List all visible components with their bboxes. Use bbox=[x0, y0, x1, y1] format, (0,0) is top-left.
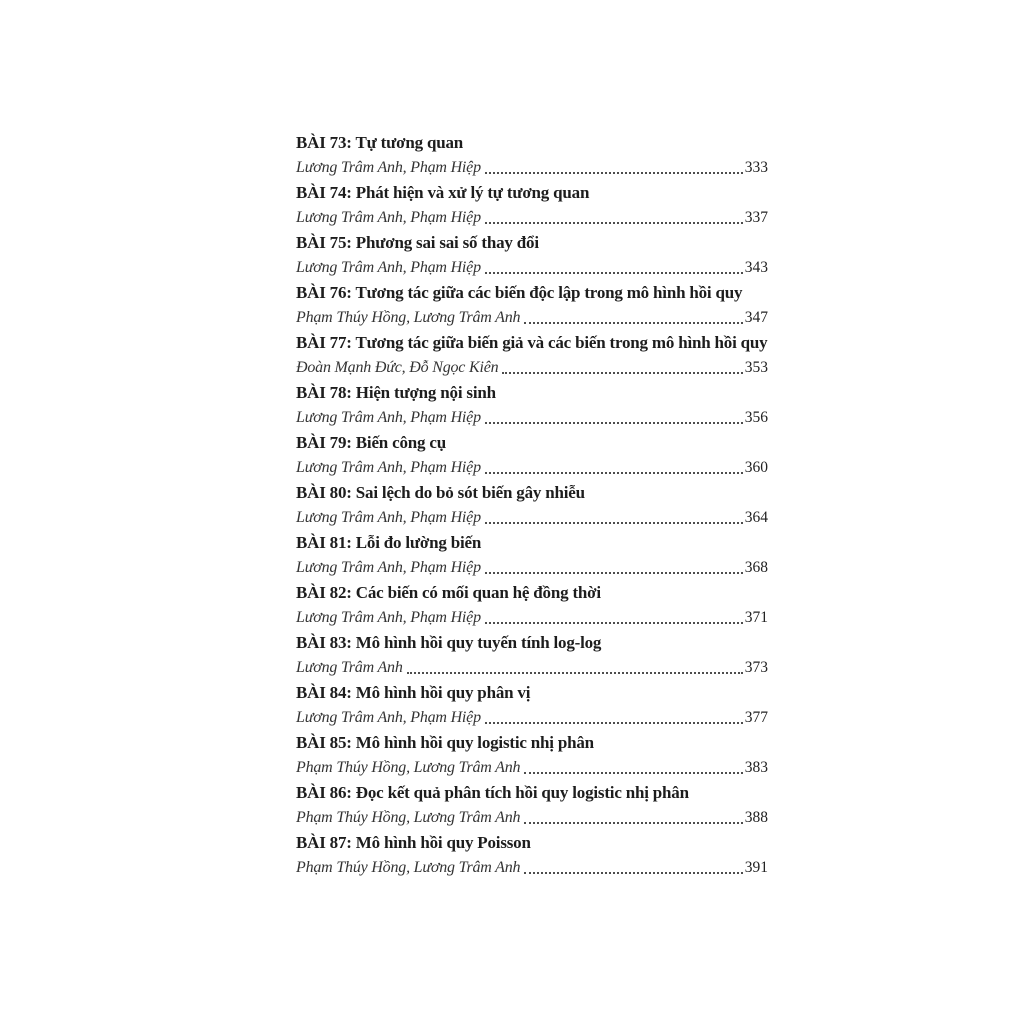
toc-entry-meta bbox=[296, 455, 768, 480]
toc-entry bbox=[296, 430, 768, 480]
dot-leader bbox=[485, 622, 743, 624]
toc-entry-authors: Lương Trâm Anh, Phạm Hiệp bbox=[296, 509, 481, 526]
toc-entry bbox=[296, 280, 768, 330]
toc-entry-authors: Lương Trâm Anh bbox=[296, 659, 403, 676]
toc-entry-authors: Phạm Thúy Hồng, Lương Trâm Anh bbox=[296, 309, 521, 326]
dot-leader bbox=[524, 822, 742, 824]
toc-entry-meta bbox=[296, 805, 768, 830]
toc-entry-authors: Phạm Thúy Hồng, Lương Trâm Anh bbox=[296, 759, 521, 776]
dot-leader bbox=[502, 372, 742, 374]
toc-entry-authors: Phạm Thúy Hồng, Lương Trâm Anh bbox=[296, 859, 521, 876]
toc-entry-page: 364 bbox=[744, 509, 768, 526]
toc-entry-page: 337 bbox=[744, 209, 768, 226]
toc-entry-authors: Lương Trâm Anh, Phạm Hiệp bbox=[296, 709, 481, 726]
toc-entry-title: BÀI 74: Phát hiện và xử lý tự tương quan bbox=[296, 183, 590, 202]
toc-entry-title: BÀI 82: Các biến có mối quan hệ đồng thời bbox=[296, 583, 601, 602]
toc-entry-meta bbox=[296, 155, 768, 180]
toc-list bbox=[296, 130, 768, 880]
dot-leader bbox=[485, 472, 743, 474]
toc-entry-meta bbox=[296, 405, 768, 430]
toc-entry-meta bbox=[296, 205, 768, 230]
toc-entry-title: BÀI 84: Mô hình hồi quy phân vị bbox=[296, 683, 531, 702]
dot-leader bbox=[485, 572, 743, 574]
toc-entry-authors: Lương Trâm Anh, Phạm Hiệp bbox=[296, 409, 481, 426]
toc-entry bbox=[296, 330, 768, 380]
toc-entry bbox=[296, 530, 768, 580]
toc-entry-title: BÀI 73: Tự tương quan bbox=[296, 133, 464, 152]
toc-entry-meta bbox=[296, 755, 768, 780]
toc-entry-title: BÀI 86: Đọc kết quả phân tích hồi quy logistic nhị phân bbox=[296, 783, 689, 802]
toc-entry-title: BÀI 85: Mô hình hồi quy logistic nhị phân bbox=[296, 733, 594, 752]
toc-entry bbox=[296, 780, 768, 830]
toc-entry bbox=[296, 380, 768, 430]
toc-entry-meta bbox=[296, 705, 768, 730]
dot-leader bbox=[485, 722, 743, 724]
toc-entry-title: BÀI 75: Phương sai sai số thay đổi bbox=[296, 233, 539, 252]
dot-leader bbox=[485, 222, 743, 224]
toc-entry-page: 371 bbox=[744, 609, 768, 626]
toc-entry-page: 388 bbox=[744, 809, 768, 826]
toc-entry bbox=[296, 130, 768, 180]
toc-entry-page: 391 bbox=[744, 859, 768, 876]
toc-entry bbox=[296, 180, 768, 230]
toc-entry bbox=[296, 730, 768, 780]
toc-entry bbox=[296, 230, 768, 280]
dot-leader bbox=[524, 322, 742, 324]
toc-entry-authors: Lương Trâm Anh, Phạm Hiệp bbox=[296, 609, 481, 626]
toc-entry-page: 347 bbox=[744, 309, 768, 326]
toc-entry-page: 360 bbox=[744, 459, 768, 476]
dot-leader bbox=[524, 872, 742, 874]
dot-leader bbox=[485, 422, 743, 424]
toc-entry-authors: Lương Trâm Anh, Phạm Hiệp bbox=[296, 259, 481, 276]
toc-entry-meta bbox=[296, 605, 768, 630]
dot-leader bbox=[485, 522, 743, 524]
toc-entry-page: 333 bbox=[744, 159, 768, 176]
toc-entry-title: BÀI 80: Sai lệch do bỏ sót biến gây nhiễu bbox=[296, 483, 585, 502]
toc-entry-title: BÀI 87: Mô hình hồi quy Poisson bbox=[296, 833, 531, 852]
toc-entry-page: 368 bbox=[744, 559, 768, 576]
dot-leader bbox=[407, 672, 743, 674]
toc-entry-authors: Đoàn Mạnh Đức, Đỗ Ngọc Kiên bbox=[296, 359, 499, 376]
toc-entry-meta bbox=[296, 555, 768, 580]
toc-entry-meta bbox=[296, 255, 768, 280]
toc-entry-title: BÀI 83: Mô hình hồi quy tuyến tính log-log bbox=[296, 633, 602, 652]
toc-entry-authors: Lương Trâm Anh, Phạm Hiệp bbox=[296, 159, 481, 176]
toc-entry-authors: Lương Trâm Anh, Phạm Hiệp bbox=[296, 559, 481, 576]
toc-entry bbox=[296, 680, 768, 730]
toc-entry-title: BÀI 79: Biến công cụ bbox=[296, 433, 446, 452]
toc-entry-meta bbox=[296, 505, 768, 530]
toc-entry-meta bbox=[296, 355, 768, 380]
toc-entry-page: 373 bbox=[744, 659, 768, 676]
toc-entry-page: 377 bbox=[744, 709, 768, 726]
toc-entry-meta bbox=[296, 855, 768, 880]
toc-entry-meta bbox=[296, 305, 768, 330]
toc-entry bbox=[296, 580, 768, 630]
toc-entry bbox=[296, 830, 768, 880]
toc-entry-title: BÀI 76: Tương tác giữa các biến độc lập trong mô hình hồi quy bbox=[296, 283, 743, 302]
toc-entry-page: 343 bbox=[744, 259, 768, 276]
toc-entry-page: 356 bbox=[744, 409, 768, 426]
toc-entry-meta bbox=[296, 655, 768, 680]
toc-entry-page: 383 bbox=[744, 759, 768, 776]
toc-entry-authors: Lương Trâm Anh, Phạm Hiệp bbox=[296, 459, 481, 476]
toc-entry bbox=[296, 630, 768, 680]
dot-leader bbox=[485, 172, 743, 174]
toc-entry-title: BÀI 77: Tương tác giữa biến giả và các biến trong mô hình hồi quy bbox=[296, 333, 768, 352]
toc-entry-title: BÀI 78: Hiện tượng nội sinh bbox=[296, 383, 496, 402]
toc-entry-page: 353 bbox=[744, 359, 768, 376]
dot-leader bbox=[524, 772, 742, 774]
toc-entry-authors: Lương Trâm Anh, Phạm Hiệp bbox=[296, 209, 481, 226]
toc-entry bbox=[296, 480, 768, 530]
toc-entry-title: BÀI 81: Lỗi đo lường biến bbox=[296, 533, 482, 552]
dot-leader bbox=[485, 272, 743, 274]
toc-entry-authors: Phạm Thúy Hồng, Lương Trâm Anh bbox=[296, 809, 521, 826]
